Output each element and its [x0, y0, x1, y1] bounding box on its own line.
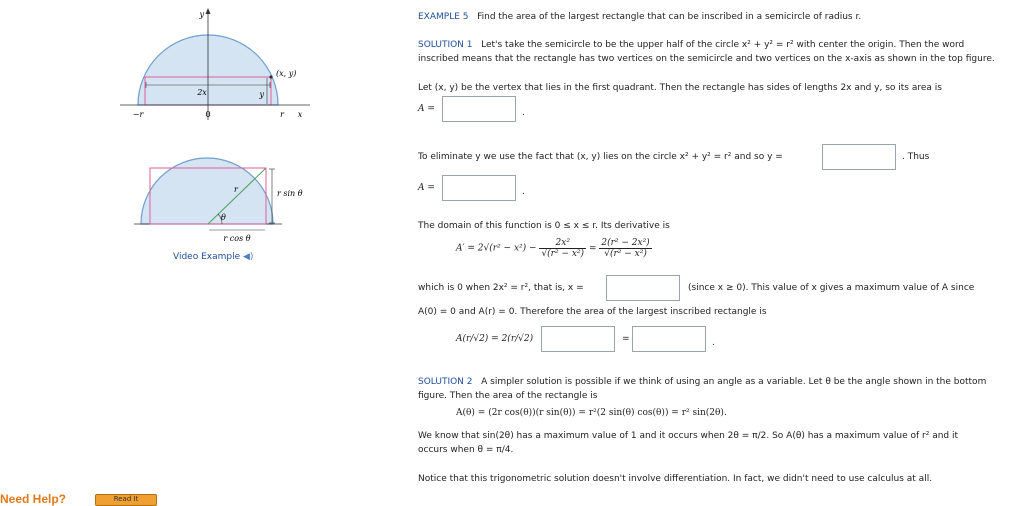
y-axis-arrow — [206, 8, 211, 14]
speaker-icon: ◀) — [243, 252, 254, 262]
final-area-lhs: A(r/√2) = 2(r/√2) — [456, 334, 534, 344]
video-example-link[interactable] — [173, 252, 253, 262]
derivative-lhs: A′ = 2√(r² − x²) − — [456, 243, 537, 254]
example-label: EXAMPLE 5 — [418, 12, 469, 22]
frac2-numerator: 2(r² − 2x²) — [601, 238, 650, 248]
radius-label: r — [234, 185, 238, 194]
area-eq-label: A = — [418, 104, 435, 114]
derivative-formula — [456, 238, 652, 259]
solution2-text-1: A simpler solution is possible if we think of using an angle as a variable. Let θ be the angle shown in the bottom — [481, 377, 987, 387]
notice-line: Notice that this trigonometric solution doesn't involve differentiation. In fact, we didn't need to use calculus at all. — [418, 474, 933, 484]
rcos-label: r cos θ — [223, 234, 251, 243]
zero-line-b: (since x ≥ 0). This value of x gives a maximum value of A since — [688, 283, 975, 293]
final-box-1[interactable] — [541, 326, 615, 352]
need-help-label: Need Help? — [0, 492, 67, 506]
width-label: 2x — [197, 88, 207, 97]
domain-line: The domain of this function is 0 ≤ x ≤ r. Its derivative is — [418, 221, 670, 231]
know-line-1: We know that sin(2θ) has a maximum value of 1 and it occurs when 2θ = π/2. So A(θ) has a maximum value of r² and it — [418, 431, 959, 441]
origin-label: 0 — [205, 110, 211, 119]
solution2-formula: A(θ) = (2r cos(θ))(r sin(θ)) = r²(2 sin(θ) cos(θ)) = r² sin(2θ). — [456, 408, 727, 418]
video-example-label: Video Example — [173, 252, 241, 262]
solution1-text-1: Let's take the semicircle to be the upper half of the circle x² + y² = r² with center the origin. Then the word — [481, 40, 965, 50]
read-it-button[interactable]: Read It — [95, 494, 157, 506]
area2-answer-box[interactable] — [442, 175, 516, 201]
x-axis-label: x — [297, 110, 303, 119]
example-statement: Find the area of the largest rectangle that can be inscribed in a semicircle of radius r. — [477, 12, 862, 22]
frac1-denominator: √(r² − x²) — [541, 249, 585, 259]
solution1-line1 — [418, 40, 964, 50]
example-header — [418, 12, 861, 22]
rsin-label: r sin θ — [277, 189, 303, 198]
derivative-frac-2 — [599, 238, 651, 259]
solution1-line2: inscribed means that the rectangle has two vertices on the semicircle and two vertices on the x-axis as shown in the top figure. — [418, 54, 995, 64]
area2-eq-label: A = — [418, 183, 435, 193]
frac1-numerator: 2x² — [539, 238, 586, 249]
zero-line-a: which is 0 when 2x² = r², that is, x = — [418, 283, 584, 293]
area-answer-box[interactable] — [442, 96, 516, 122]
final-period: . — [712, 338, 715, 348]
solution2-line1 — [418, 377, 986, 387]
let-line: Let (x, y) be the vertex that lies in the first quadrant. Then the rectangle has sides of lengths 2x and y, so its area is — [418, 83, 942, 93]
final-box-2[interactable] — [632, 326, 706, 352]
derivative-frac-1 — [539, 238, 586, 259]
solution2-label: SOLUTION 2 — [418, 377, 473, 387]
top-figure — [110, 5, 320, 125]
solution2-line2: figure. Then the area of the rectangle is — [418, 391, 598, 401]
bottom-figure — [130, 140, 320, 250]
final-eq: = — [622, 334, 630, 344]
eliminate-line: To eliminate y we use the fact that (x, y) lies on the circle x² + y² = r² and so y = — [418, 152, 783, 162]
area2-period: . — [522, 187, 525, 197]
neg-r-label: −r — [132, 110, 144, 119]
vertex-point — [269, 75, 272, 78]
know-line-2: occurs when θ = π/4. — [418, 445, 514, 455]
y-axis-label: y — [199, 10, 204, 19]
frac2-denominator: √(r² − x²) — [604, 249, 647, 259]
r-label: r — [280, 110, 284, 119]
x-answer-box[interactable] — [606, 275, 680, 301]
derivative-eq: = — [588, 243, 597, 254]
y-answer-box[interactable] — [822, 144, 896, 170]
endpoints-line: A(0) = 0 and A(r) = 0. Therefore the area of the largest inscribed rectangle is — [418, 307, 767, 317]
area-period: . — [522, 108, 525, 118]
theta-label: θ — [221, 213, 226, 222]
height-label: y — [259, 90, 264, 99]
point-label: (x, y) — [276, 69, 297, 78]
solution1-label: SOLUTION 1 — [418, 40, 473, 50]
thus-label: . Thus — [902, 152, 930, 162]
